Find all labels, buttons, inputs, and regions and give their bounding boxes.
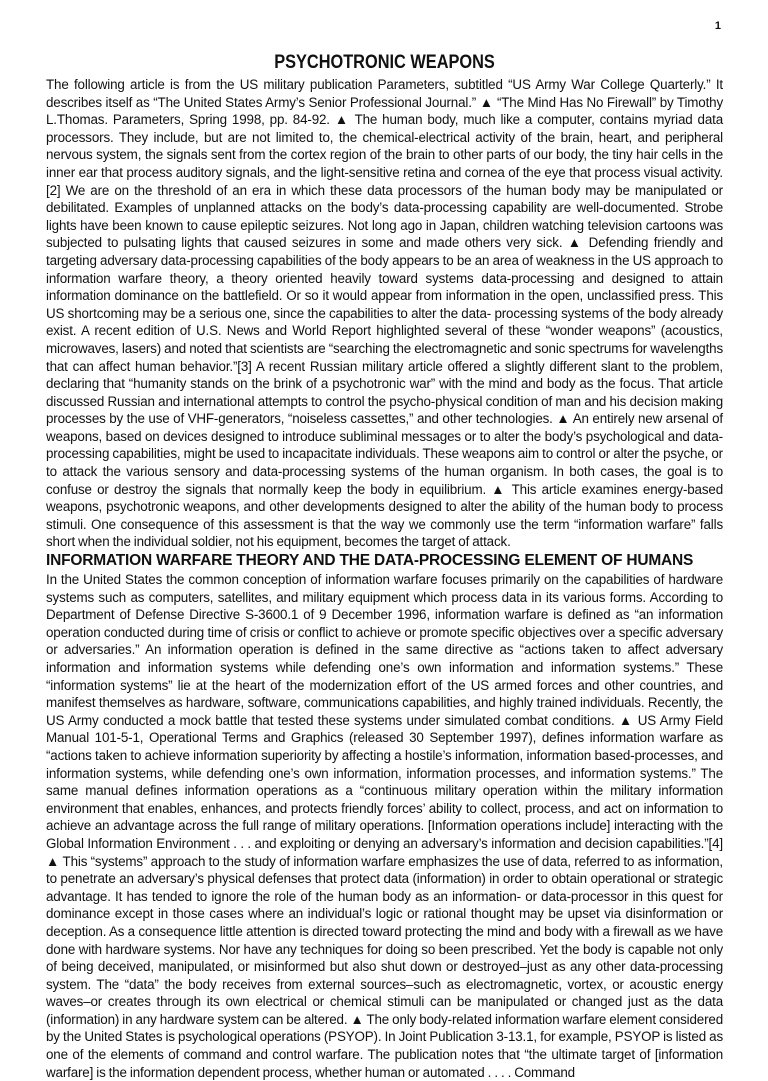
page-number: 1 [714, 20, 721, 32]
document-body [46, 52, 723, 1081]
section-heading: INFORMATION WARFARE THEORY AND THE DATA-PROCESSING ELEMENT OF HUMANS [46, 552, 694, 570]
intro-paragraph: The following article is from the US military publication Parameters, subtitled “US Army War College Quarterly.” It describes itself as “The United States Army’s Senior Professional Journal.” ▲ “The Mind Has No Firewall” by Timothy L.Thomas. Parameters, Spring 1998, pp. 84-92. ▲ The human body, much like a computer, contains myriad data processors. They include, but are not limited to, the chemical-electrical activity of the brain, heart, and peripheral nervous system, the signals sent from the cortex region of the brain to other parts of our body, the tiny hair cells in the inner ear that process auditory signals, and the light-sensitive retina and cornea of the eye that process visual activity. [2] We are on the threshold of an era in which these data processors of the human body may be manipulated or debilitated. Examples of unplanned attacks on the body’s data-processing capability are well-documented. Strobe lights have been known to cause epileptic seizures. Not long ago in Japan, children watching television cartoons was subjected to pulsating lights that caused seizures in some and made others very sick. ▲ Defending friendly and targeting adversary data-processing capabilities of the body appears to be an area of weakness in the US approach to information warfare theory, a theory oriented heavily toward systems data-processing and designed to attain information dominance on the battlefield. Or so it would appear from information in the open, unclassified press. This US shortcoming may be a serious one, since the capabilities to alter the data- processing systems of the body already exist. A recent edition of U.S. News and World Report highlighted several of these “wonder weapons” (acoustics, microwaves, lasers) and noted that scientists are “searching the electromagnetic and sonic spectrums for wavelengths that can affect human behavior.”[3] A recent Russian military article offered a slightly different slant to the problem, declaring that “humanity stands on the brink of a psychotronic war” with the mind and body as the focus. That article discussed Russian and international attempts to control the psycho-physical condition of man and his decision making processes by the use of VHF-generators, “noiseless cassettes,” and other technologies. ▲ An entirely new arsenal of weapons, based on devices designed to introduce subliminal messages or to alter the body’s psychological and data-processing capabilities, might be used to incapacitate individuals. These weapons aim to control or alter the psyche, or to attack the various sensory and data-processing systems of the human organism. In both cases, the goal is to confuse or destroy the signals that normally keep the body in equilibrium. ▲ This article examines energy-based weapons, psychotronic weapons, and other developments designed to alter the ability of the human body to process stimuli. One consequence of this assessment is that the way we commonly use the term “information warfare” falls short when the individual soldier, not his equipment, becomes the target of attack. [46, 77, 723, 550]
section-paragraph: In the United States the common conception of information warfare focuses primarily on the capabilities of hardware systems such as computers, satellites, and military equipment which process data in its various forms. According to Department of Defense Directive S-3600.1 of 9 December 1996, information warfare is defined as “an information operation conducted during time of crisis or conflict to achieve or promote specific objectives over a specific adversary or adversaries.” An information operation is defined in the same directive as “actions taken to affect adversary information and information systems while defending one’s own information and information systems.” These “information systems” lie at the heart of the modernization effort of the US armed forces and other countries, and manifest themselves as hardware, software, communications capabilities, and highly trained individuals. Recently, the US Army conducted a mock battle that tested these systems under simulated combat conditions. ▲ US Army Field Manual 101-5-1, Operational Terms and Graphics (released 30 September 1997), defines information warfare as “actions taken to achieve information superiority by affecting a hostile’s information, information based-processes, and information systems, while defending one’s own information, information processes, and information systems.” The same manual defines information operations as a “continuous military operation within the military information environment that enables, enhances, and protects friendly forces’ ability to collect, process, and act on information to achieve an advantage across the full range of military operations. [Information operations include] interacting with the Global Information Environment . . . and exploiting or denying an adversary’s information and decision capabilities.”[4] ▲ This “systems” approach to the study of information warfare emphasizes the use of data, referred to as information, to penetrate an adversary’s physical defenses that protect data (information) in order to obtain operational or strategic advantage. It has tended to ignore the role of the human body as an information- or data-processor in this quest for dominance except in those cases where an individual’s logic or rational thought may be upset via disinformation or deception. As a consequence little attention is directed toward protecting the mind and body with a firewall as we have done with hardware systems. Nor have any techniques for doing so been prescribed. Yet the body is capable not only of being deceived, manipulated, or misinformed but also shut down or destroyed–just as any other data-processing system. The “data” the body receives from external sources–such as electromagnetic, vortex, or acoustic energy waves–or creates through its own electrical or chemical stimuli can be manipulated or changed just as the data (information) in any hardware system can be altered. ▲ The only body-related information warfare element considered by the United States is psychological operations (PSYOP). In Joint Publication 3-13.1, for example, PSYOP is listed as one of the elements of command and control warfare. The publication notes that “the ultimate target of [information warfare] is the information dependent process, whether human or automated . . . . Command [46, 572, 723, 1080]
document-title: PSYCHOTRONIC WEAPONS [274, 52, 495, 73]
